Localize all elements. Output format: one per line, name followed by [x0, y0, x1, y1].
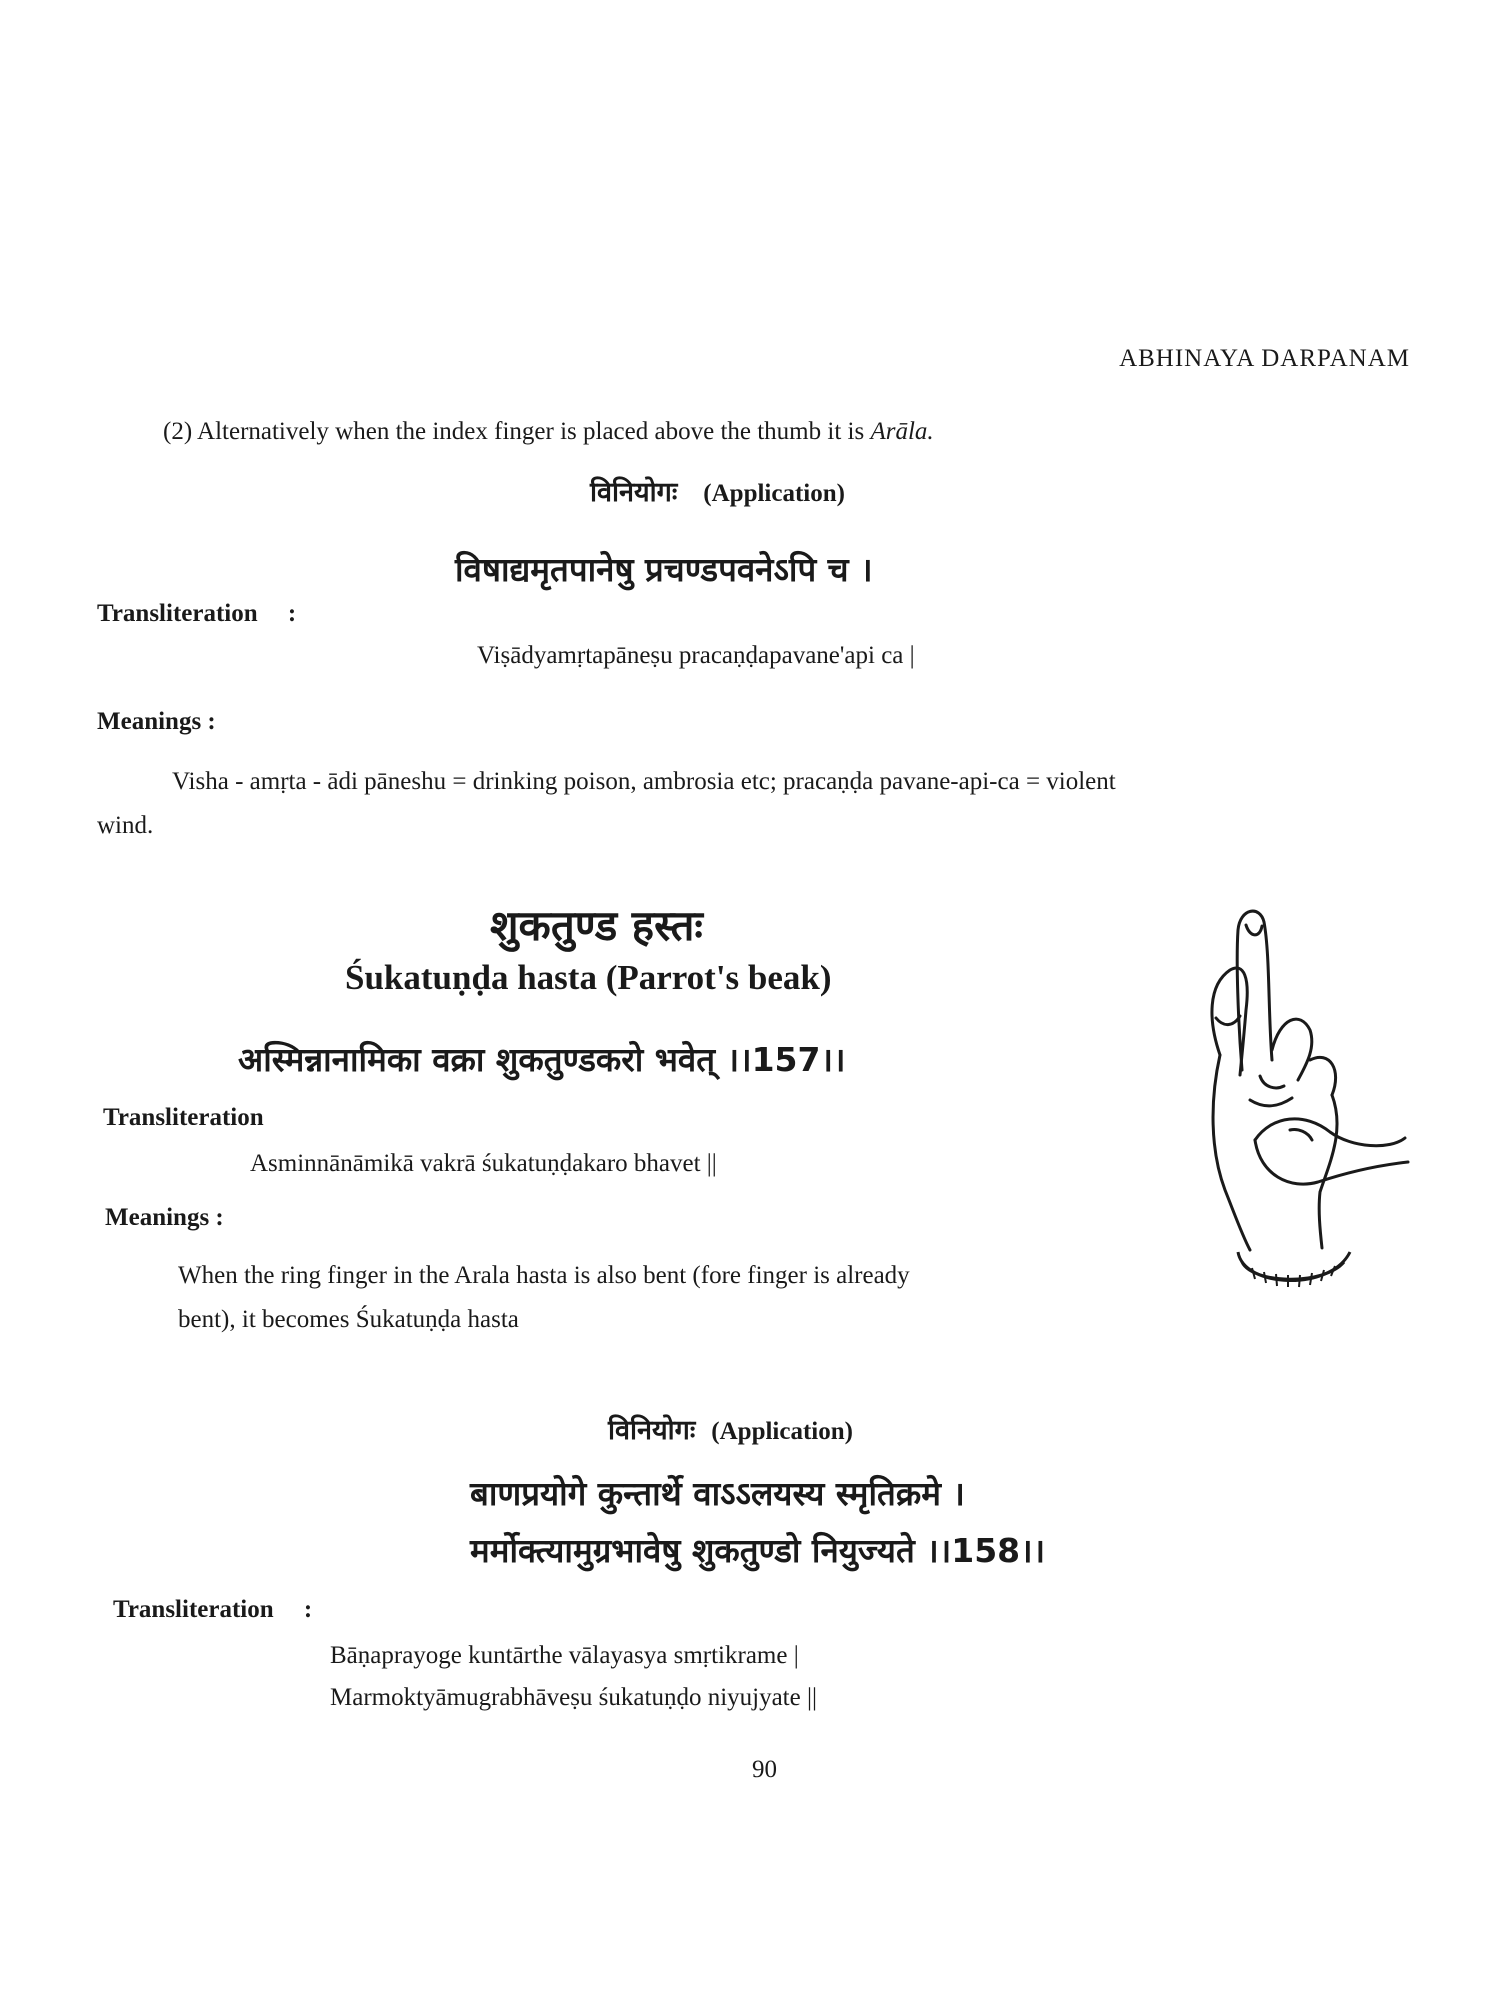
sukatunda-title-sanskrit: शुकतुण्ड हस्तः: [490, 901, 703, 950]
arala-term: Arāla.: [870, 418, 934, 445]
page-number: 90: [752, 1756, 777, 1783]
arala-meanings-line-1: Visha - amṛta - ādi pāneshu = drinking poison, ambrosia etc; pracaṇḍa pavane-api-ca = violent: [172, 768, 1116, 795]
sukatunda-transliteration: Asminnānāmikā vakrā śukatuṇḍakaro bhavet ||: [250, 1150, 717, 1177]
sukatunda-verse-line-2: मर्मोक्त्यामुग्रभावेषु शुकतुण्डो नियुज्यते ।।158।।: [470, 1531, 1046, 1570]
sukatunda-application-transliteration-colon: :: [303, 1596, 313, 1623]
arala-verse: विषाद्यमृतपानेषु प्रचण्डपवनेऽपि च ।: [455, 550, 873, 589]
sukatunda-application-heading-english: (Application): [711, 1418, 853, 1445]
hand-gesture-illustration: [1180, 900, 1410, 1300]
arala-transliteration-label: [97, 600, 296, 628]
arala-transliteration-label-text: Transliteration: [97, 600, 258, 627]
sukatunda-application-heading-sanskrit: विनियोगः: [608, 1415, 696, 1446]
arala-application-heading-english: (Application): [703, 480, 845, 507]
arala-transliteration-colon: :: [287, 600, 297, 627]
sukatunda-meanings-line-2: bent), it becomes Śukatuṇḍa hasta: [178, 1306, 519, 1333]
arala-note: [163, 418, 934, 446]
sukatunda-meanings-line-1: When the ring finger in the Arala hasta is also bent (fore finger is already: [178, 1262, 910, 1289]
sukatunda-meanings-label: Meanings :: [105, 1204, 224, 1231]
sukatunda-application-heading: [608, 1410, 853, 1447]
sukatunda-verse-line-1: बाणप्रयोगे कुन्तार्थे वाऽऽलयस्य स्मृतिक्रमे ।: [470, 1474, 965, 1513]
arala-application-heading-sanskrit: विनियोगः: [590, 477, 678, 508]
sukatunda-verse: अस्मिन्नानामिका वक्रा शुकतुण्डकरो भवेत् ।।157।।: [238, 1040, 846, 1079]
sukatunda-application-transliteration-label: [113, 1596, 312, 1624]
arala-meanings-line-2: wind.: [97, 812, 154, 839]
running-header: ABHINAYA DARPANAM: [1119, 345, 1410, 372]
arala-application-heading: [590, 472, 845, 509]
sukatunda-application-transliteration-label-text: Transliteration: [113, 1596, 274, 1623]
sukatunda-transliteration-label: Transliteration: [103, 1104, 264, 1131]
sukatunda-application-transliteration-line-2: Marmoktyāmugrabhāveṣu śukatuṇḍo niyujyate ||: [330, 1684, 817, 1711]
arala-transliteration: Viṣādyamṛtapāneṣu pracaṇḍapavane'api ca |: [477, 642, 915, 669]
sukatunda-application-transliteration-line-1: Bāṇaprayoge kuntārthe vālayasya smṛtikrame |: [330, 1642, 799, 1669]
arala-note-text: (2) Alternatively when the index finger is placed above the thumb it is: [163, 418, 871, 445]
sukatunda-title-english: Śukatuṇḍa hasta (Parrot's beak): [345, 958, 832, 997]
arala-meanings-label: Meanings :: [97, 708, 216, 735]
